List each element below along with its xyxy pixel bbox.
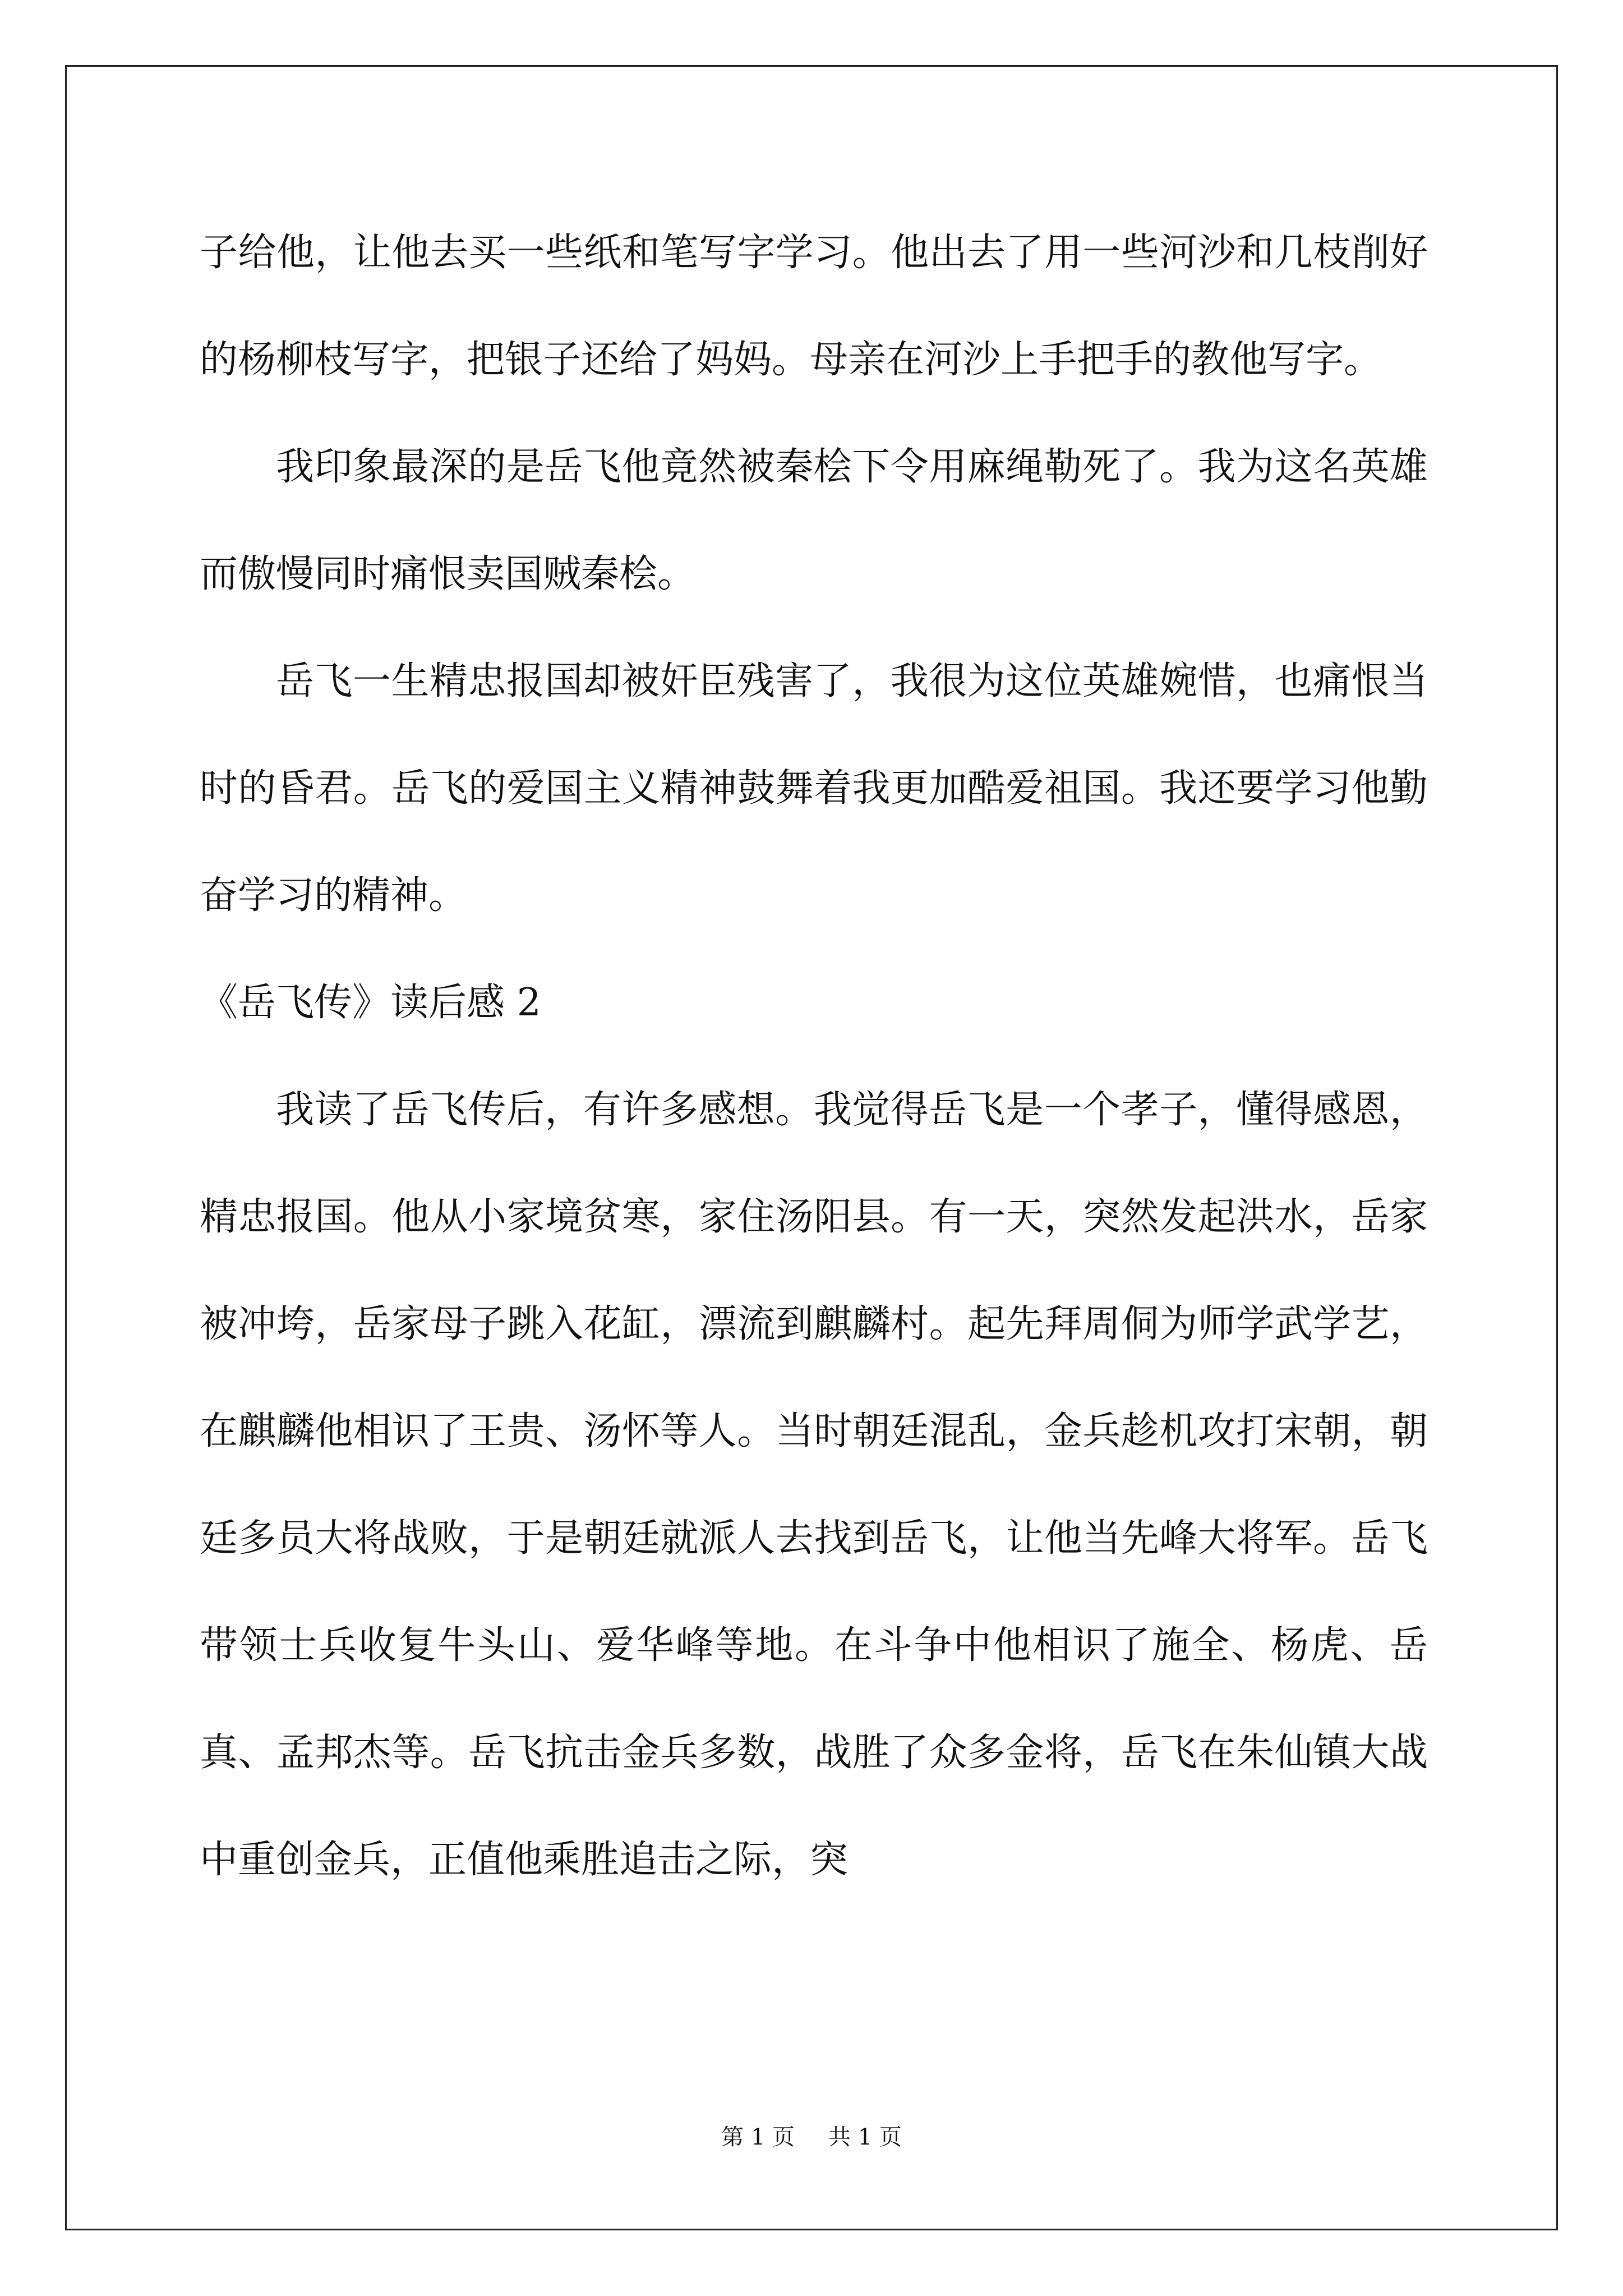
- paragraph-4: 我读了岳飞传后，有许多感想。我觉得岳飞是一个孝子，懂得感恩，精忠报国。他从小家境贫寒，家住汤阳县。有一天，突然发起洪水，岳家被冲垮，岳家母子跳入花缸，漂流到麒麟村。起先拜周侗为师学武学艺，在麒麟他相识了王贵、汤怀等人。当时朝廷混乱，金兵趁机攻打宋朝，朝廷多员大将战败，于是朝廷就派人去找到岳飞，让他当先峰大将军。岳飞带领士兵收复牛头山、爱华峰等地。在斗争中他相识了施全、杨虎、岳真、孟邦杰等。岳飞抗击金兵多数，战胜了众多金将，岳飞在朱仙镇大战中重创金兵，正值他乘胜追击之际，突: [200, 1088, 1428, 1882]
- page-number: 第 1 页: [721, 2124, 795, 2150]
- paragraph-1: 子给他，让他去买一些纸和笔写字学习。他出去了用一些河沙和几枝削好的杨柳枝写字，把银子还给了妈妈。母亲在河沙上手把手的教他写字。: [200, 231, 1428, 382]
- document-body: [200, 199, 1428, 1913]
- page-footer: [0, 2120, 1623, 2154]
- section-heading: 《岳飞传》读后感 2: [200, 981, 541, 1025]
- paragraph-2: 我印象最深的是岳飞他竟然被秦桧下令用麻绳勒死了。我为这名英雄而傲慢同时痛恨卖国贼秦桧。: [200, 445, 1428, 596]
- page-total: 共 1 页: [828, 2124, 902, 2150]
- paragraph-3: 岳飞一生精忠报国却被奸臣残害了，我很为这位英雄婉惜，也痛恨当时的昏君。岳飞的爱国主义精神鼓舞着我更加酷爱祖国。我还要学习他勤奋学习的精神。: [200, 659, 1428, 918]
